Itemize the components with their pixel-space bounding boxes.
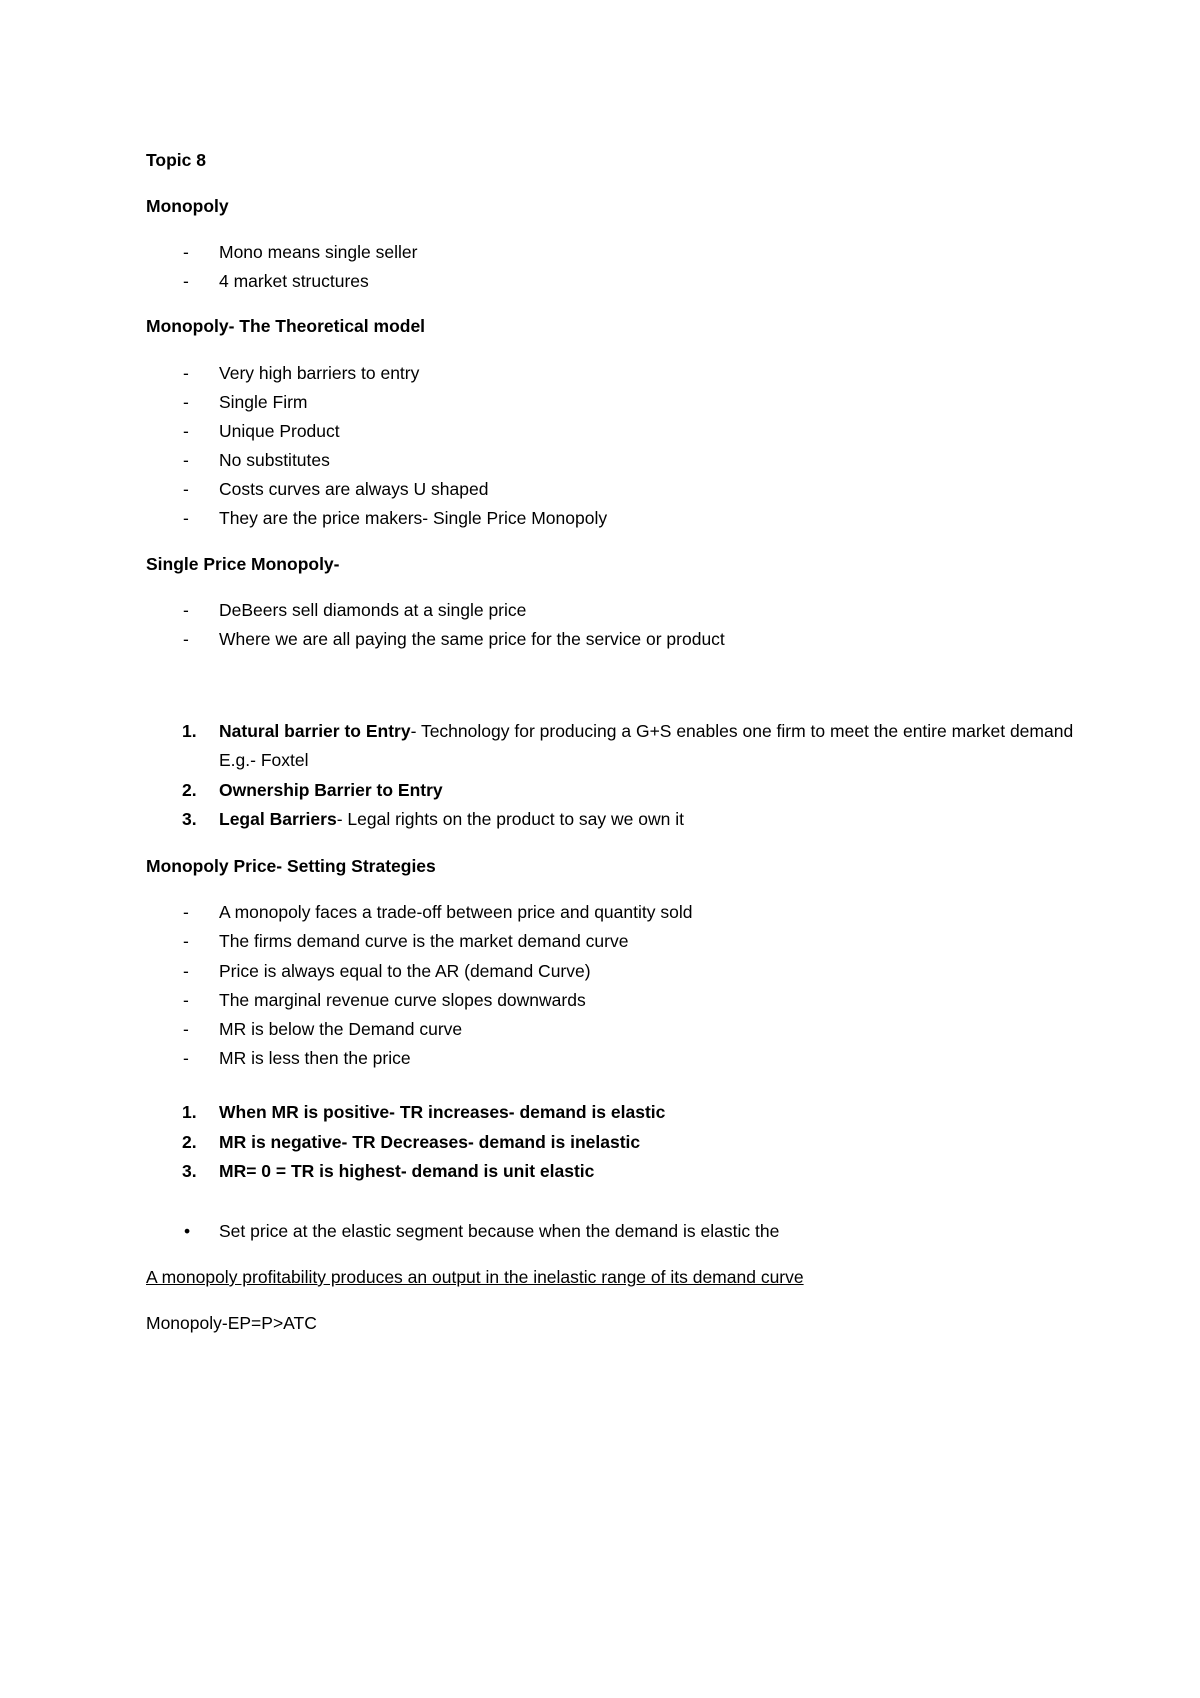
item-text: When MR is positive- TR increases- demand is elastic xyxy=(219,1102,666,1122)
list-item-text: The marginal revenue curve slopes downwards xyxy=(219,990,586,1010)
list-item-text: 4 market structures xyxy=(219,271,369,291)
dash-marker: - xyxy=(183,1019,189,1039)
item-number: 2. xyxy=(182,1132,197,1152)
dash-marker: - xyxy=(183,629,189,649)
dash-marker: - xyxy=(183,902,189,922)
dash-marker: - xyxy=(183,479,189,499)
list-item-text: They are the price makers- Single Price Monopoly xyxy=(219,508,608,528)
item-number: 3. xyxy=(182,1161,197,1181)
list-item-text: A monopoly faces a trade-off between price and quantity sold xyxy=(219,902,693,922)
final-equation: Monopoly-EP=P>ATC xyxy=(146,1313,317,1333)
list-item-text: Very high barriers to entry xyxy=(219,363,420,383)
dash-marker: - xyxy=(183,450,189,470)
dash-marker: - xyxy=(183,392,189,412)
dash-marker: - xyxy=(183,271,189,291)
topic-heading: Topic 8 xyxy=(146,150,206,170)
dash-marker: - xyxy=(183,242,189,262)
list-item-text: Where we are all paying the same price for the service or product xyxy=(219,629,725,649)
list-item-text: DeBeers sell diamonds at a single price xyxy=(219,600,527,620)
list-item-text: Price is always equal to the AR (demand Curve) xyxy=(219,961,591,981)
list-item-text: The firms demand curve is the market demand curve xyxy=(219,931,629,951)
dash-marker: - xyxy=(183,600,189,620)
list-item-text: No substitutes xyxy=(219,450,330,470)
section-heading-theoretical: Monopoly- The Theoretical model xyxy=(146,316,426,336)
dash-marker: - xyxy=(183,363,189,383)
list-item-text: Single Firm xyxy=(219,392,308,412)
item-text: MR= 0 = TR is highest- demand is unit elastic xyxy=(219,1161,595,1181)
dash-marker: - xyxy=(183,931,189,951)
item-number: 1. xyxy=(182,721,197,741)
item-rest: - Technology for producing a G+S enables one firm to meet the entire market demand E.g.- Foxtel xyxy=(219,721,1074,770)
underlined-statement: A monopoly profitability produces an output in the inelastic range of its demand curve xyxy=(146,1267,804,1287)
list-item-text: MR is below the Demand curve xyxy=(219,1019,463,1039)
dash-marker: - xyxy=(183,421,189,441)
item-label: Natural barrier to Entry xyxy=(219,721,411,741)
section-heading-pricing: Monopoly Price- Setting Strategies xyxy=(146,856,436,876)
item-number: 2. xyxy=(182,780,197,800)
item-text xyxy=(219,776,1089,805)
item-rest: - Legal rights on the product to say we own it xyxy=(336,809,684,829)
item-text xyxy=(219,805,1089,834)
section-heading-single-price: Single Price Monopoly- xyxy=(146,554,340,574)
dash-marker: - xyxy=(183,508,189,528)
monopoly-heading: Monopoly xyxy=(146,196,229,216)
list-item-text: Unique Product xyxy=(219,421,340,441)
dash-marker: - xyxy=(183,990,189,1010)
bullet-text: Set price at the elastic segment because when the demand is elastic the xyxy=(219,1221,780,1241)
item-number: 3. xyxy=(182,809,197,829)
list-item-text: Costs curves are always U shaped xyxy=(219,479,489,499)
dash-marker: - xyxy=(183,1048,189,1068)
dash-marker: - xyxy=(183,961,189,981)
item-number: 1. xyxy=(182,1102,197,1122)
list-item-text: Mono means single seller xyxy=(219,242,418,262)
bullet-marker: • xyxy=(184,1221,191,1241)
list-item-text: MR is less then the price xyxy=(219,1048,411,1068)
item-text: MR is negative- TR Decreases- demand is inelastic xyxy=(219,1132,641,1152)
item-text xyxy=(219,717,1089,775)
item-label: Ownership Barrier to Entry xyxy=(219,780,443,800)
item-label: Legal Barriers xyxy=(219,809,337,829)
